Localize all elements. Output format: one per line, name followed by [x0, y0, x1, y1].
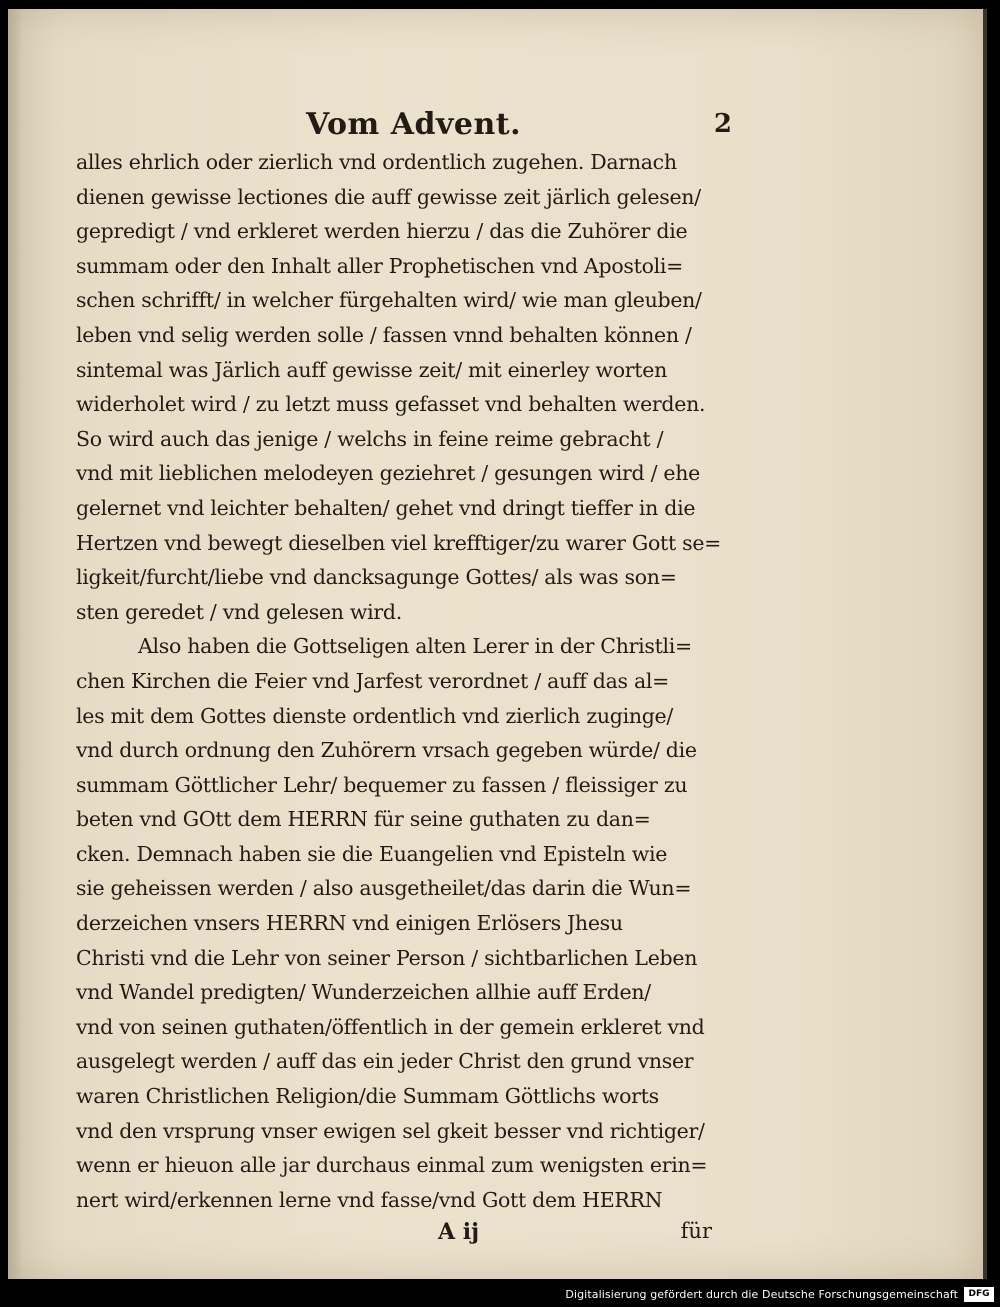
- text-line: So wird auch das jenige / welchs in feine reime gebracht /: [76, 426, 664, 451]
- running-head: Vom Advent.: [306, 107, 522, 142]
- catchword: für: [680, 1219, 712, 1244]
- text-line: vnd durch ordnung den Zuhörern vrsach gegeben würde/ die: [76, 738, 697, 763]
- dfg-notice-bar: [0, 1283, 1000, 1307]
- book-page: [8, 9, 987, 1279]
- text-line: vnd Wandel predigten/ Wunderzeichen allhie auff Erden/: [76, 980, 651, 1005]
- page-number: 2: [713, 109, 732, 139]
- text-line: vnd von seinen guthaten/öffentlich in der gemein erkleret vnd: [76, 1014, 705, 1039]
- text-line: Also haben die Gottseligen alten Lerer in der Christli=: [138, 634, 692, 659]
- page-spine-shadow: [8, 9, 22, 1279]
- page-header: [76, 99, 732, 145]
- text-line: nert wird/erkennen lerne vnd fasse/vnd Gott dem HERRN: [76, 1187, 663, 1212]
- text-line: wenn er hieuon alle jar durchaus einmal zum wenigsten erin=: [76, 1153, 708, 1178]
- text-line: waren Christlichen Religion/die Summam Göttlichs worts: [76, 1084, 659, 1109]
- dfg-logo: DFG: [964, 1287, 994, 1302]
- text-line: sie geheissen werden / also ausgetheilet/das darin die Wun=: [76, 876, 692, 901]
- text-line: sten geredet / vnd gelesen wird.: [76, 599, 402, 624]
- text-line: les mit dem Gottes dienste ordentlich vnd zierlich zuginge/: [76, 703, 673, 728]
- text-line: vnd den vrsprung vnser ewigen sel gkeit besser vnd richtiger/: [76, 1118, 705, 1143]
- body-text: [76, 145, 726, 1217]
- text-line: schen schrifft/ in welcher fürgehalten wird/ wie man gleuben/: [76, 288, 702, 313]
- text-block: [76, 99, 732, 1253]
- text-line: widerholet wird / zu letzt muss gefasset vnd behalten werden.: [76, 392, 706, 417]
- text-line: alles ehrlich oder zierlich vnd ordentlich zugehen. Darnach: [76, 150, 677, 174]
- text-line: cken. Demnach haben sie die Euangelien vnd Episteln wie: [76, 841, 668, 866]
- text-line: dienen gewisse lectiones die auff gewisse zeit järlich gelesen/: [76, 184, 701, 209]
- text-line: Hertzen vnd bewegt dieselben viel krefftiger/zu warer Gott se=: [76, 530, 722, 555]
- text-line: summam oder den Inhalt aller Prophetischen vnd Apostoli=: [76, 253, 684, 278]
- page-footer: [76, 1219, 726, 1253]
- text-line: leben vnd selig werden solle / fassen vnnd behalten können /: [76, 322, 692, 347]
- text-line: vnd mit lieblichen melodeyen geziehret / gesungen wird / ehe: [76, 461, 700, 486]
- dfg-notice-text: Digitalisierung gefördert durch die Deutsche Forschungsgemeinschaft: [565, 1288, 958, 1301]
- text-line: sintemal was Järlich auff gewisse zeit/ mit einerley worten: [76, 357, 667, 382]
- signature-mark: A ij: [438, 1219, 480, 1246]
- text-line: gelernet vnd leichter behalten/ gehet vnd dringt tieffer in die: [76, 495, 696, 520]
- text-line: ausgelegt werden / auff das ein jeder Christ den grund vnser: [76, 1049, 694, 1074]
- text-line: gepredigt / vnd erkleret werden hierzu / das die Zuhörer die: [76, 219, 688, 244]
- text-line: derzeichen vnsers HERRN vnd einigen Erlösers Jhesu: [76, 911, 623, 936]
- text-line: chen Kirchen die Feier vnd Jarfest verordnet / auff das al=: [76, 668, 670, 693]
- text-line: Christi vnd die Lehr von seiner Person / sichtbarlichen Leben: [76, 945, 698, 970]
- text-line: beten vnd GOtt dem HERRN für seine guthaten zu dan=: [76, 807, 651, 832]
- text-line: summam Göttlicher Lehr/ bequemer zu fassen / fleissiger zu: [76, 772, 688, 797]
- text-line: ligkeit/furcht/liebe vnd dancksagunge Gottes/ als was son=: [76, 565, 677, 590]
